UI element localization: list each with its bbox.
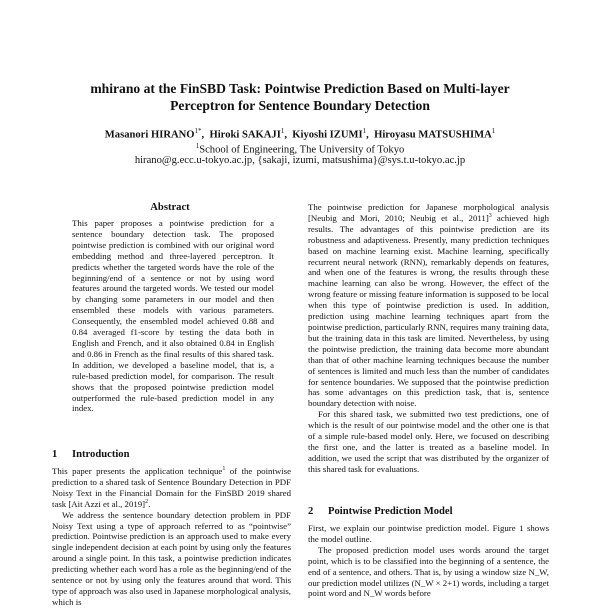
- intro-text: .: [148, 498, 151, 509]
- right-text: The pointwise prediction for Japanese morphological analysis [Neubig and Mori, 2010; Neubig et al., 2011]: [308, 202, 549, 223]
- model-paragraph-2: The proposed prediction model uses words around the target point, which is to be classified into the beginning of a sentence, the end of a sentence, and others. That is, by using a window size N_W, our prediction model utilizes (N_W × 2+1) words, including a target point word and N_W words before: [308, 544, 549, 599]
- right-paragraph-1: [308, 202, 549, 409]
- section-heading-introduction: [52, 448, 130, 461]
- author-mark: 1*: [194, 127, 202, 135]
- abstract-text: This paper proposes a pointwise prediction for a sentence boundary detection task. The proposed pointwise prediction is combined with our original word embedding method and three-layered perceptron. It predicts whether the targeted words have the role of the beginning/end of a sentence or not by using word features around the targeted words. We tested our model by changing some parameters in our model and then ensembled these models with various parameters. Consequently, the ensembled model achieved 0.88 and 0.84 averaged f1-score by testing the data both in English and French, and it also obtained 0.84 in English and 0.86 in French as the final results of this shared task. In addition, we developed a baseline model, that is, a rule-based prediction model, for comparison. The result shows that the proposed pointwise prediction model outperformed the rule-based prediction model in any index.: [72, 218, 274, 414]
- section-number: 2: [308, 506, 314, 517]
- author-list: Masanori $HIRANO^{1*}$, Hiroki SAKAJI$^1$, Kiyoshi IZUMI$^1$, Hiroyasu MATSUSHIMA$^1$: [104, 127, 496, 141]
- right-column-body: [308, 202, 549, 475]
- abstract-heading: Abstract: [150, 202, 190, 213]
- affiliation-text: School of Engineering, The University of Tokyo: [199, 144, 405, 156]
- section-heading-model: [308, 505, 453, 518]
- author-emails: hirano@g.ecc.u-tokyo.ac.jp, {sakaji, izumi, matsushima}@sys.t.u-tokyo.ac.jp: [134, 155, 466, 166]
- section-number: 1: [52, 449, 58, 460]
- introduction-body: [52, 466, 291, 608]
- author-mark: 1: [491, 127, 496, 135]
- author-name: Hiroyasu MATSUSHIMA: [374, 129, 492, 141]
- paper-title: mhirano at the FinSBD Task: Pointwise Prediction Based on Multi-layer Perceptron for Sentence Boundary Detection: [90, 81, 510, 113]
- author-mark: 1: [280, 127, 285, 135]
- footnote-mark: 2: [145, 498, 149, 505]
- affiliation-mark: 1: [195, 142, 200, 150]
- intro-text: This paper presents the application technique: [52, 466, 223, 476]
- footnote-mark: 3: [488, 212, 492, 219]
- right-text: achieved high results. The advantages of this pointwise prediction are its robustness and adaptiveness. Presently, many prediction techniques based on machine learning exist. Machine learning, specifically recurrent neural network (RNN), remarkably depends on features, and when one of the features is wrong, the results through these machine learning can also be wrong. However, the effect of the wrong feature or missing feature information is supposed to be local when this type of pointwise prediction is used. In addition, prediction using machine learning techniques apart from the pointwise prediction, particularly RNN, requires many training data, but the training data in this task are limited. Nevertheless, by using the pointwise prediction, the training data become more abundant than that of other machine learning techniques because the number of sentences is limited and much less than the number of candidates for sentence boundaries. We supposed that the pointwise prediction has some advantages on this prediction task, that is, sentence boundary detection with noise.: [308, 212, 549, 409]
- intro-paragraph-2: We address the sentence boundary detection problem in PDF Noisy Text using a type of approach referred to as “pointwise” prediction. Pointwise prediction is an approach used to make every single independent decision at each point by using only the features around a single point. In this task, a pointwise prediction indicates predicting whether each word has a role as the beginning/end of the sentence or not by using only the features around that word. This type of approach was also used in Japanese morphological analysis, which is: [52, 509, 291, 607]
- author-mark: 1: [362, 127, 367, 135]
- author-name: Masanori HIRANO: [104, 129, 195, 141]
- footnote-mark: 1: [222, 466, 226, 473]
- intro-paragraph-1: [52, 466, 291, 510]
- right-paragraph-2: For this shared task, we submitted two test predictions, one of which is the result of our pointwise model and the other one is that of a simple rule-based model only. Here, we focused on describing the first one, and the latter is treated as a baseline model. In addition, we used the script that was distributed by the organizer of this shared task for evaluations.: [308, 409, 549, 474]
- intro-text: of the pointwise prediction to a shared task of Sentence Boundary Detection in PDF Noisy Text in the Financial Domain for the FinSBD 2019 shared task [Ait Azzi et al., 2019]: [52, 466, 291, 509]
- section-title: Introduction: [72, 449, 130, 460]
- model-paragraph-1: First, we explain our pointwise prediction model. Figure 1 shows the model outline.: [308, 523, 549, 544]
- author-name: Kiyoshi IZUMI: [292, 129, 363, 141]
- section-title: Pointwise Prediction Model: [328, 506, 453, 517]
- author-name: Hiroki SAKAJI: [209, 129, 281, 141]
- model-body: [308, 523, 549, 599]
